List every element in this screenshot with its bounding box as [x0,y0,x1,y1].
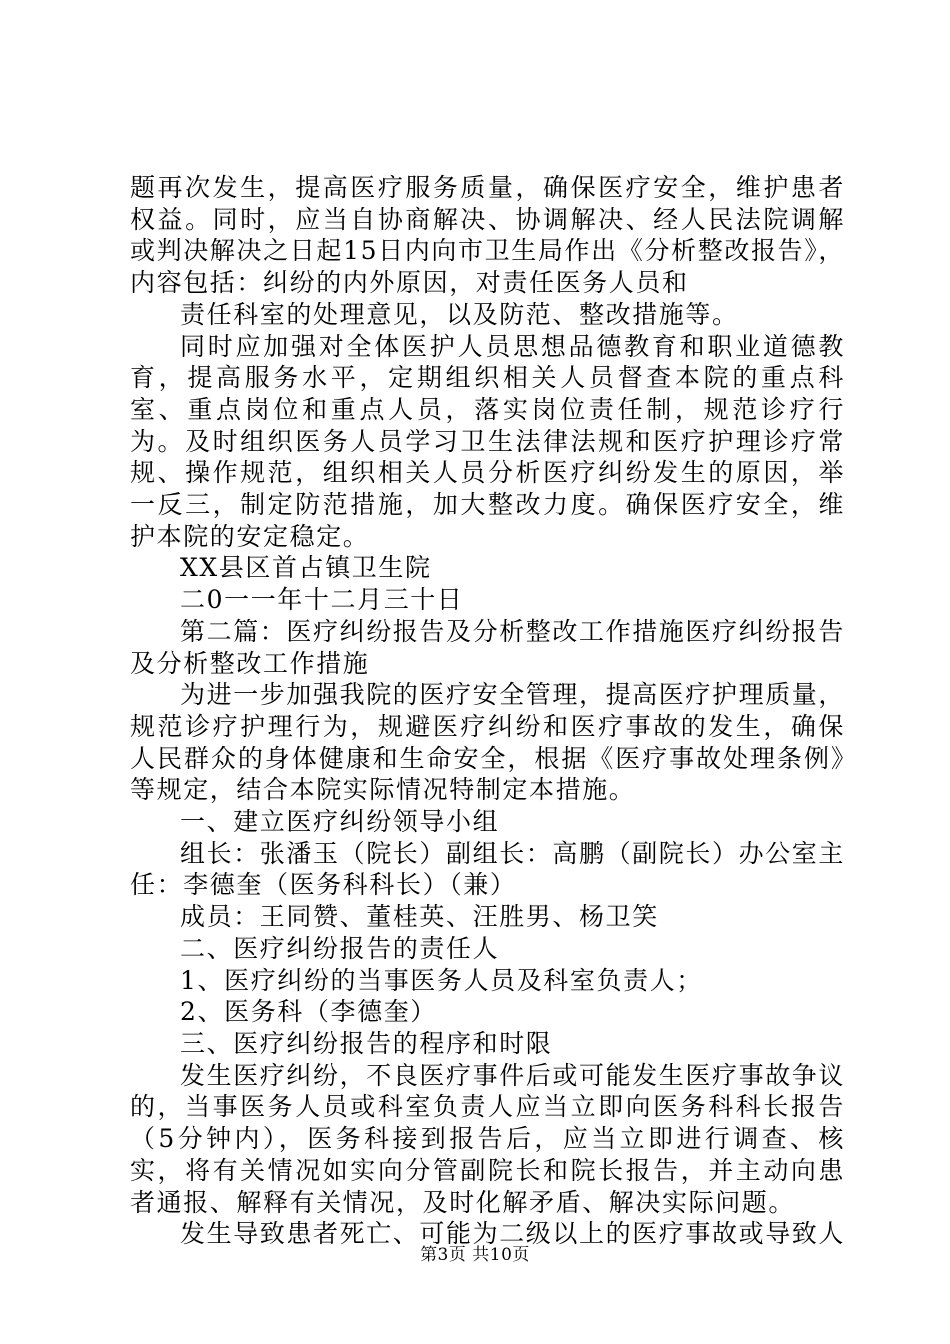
paragraph: 题再次发生，提高医疗服务质量，确保医疗安全，维护患者权益。同时，应当自协商解决、协调解决、经人民法院调解或判决解决之日起15日内向市卫生局作出《分析整改报告》，内容包括：纠纷的内外原因，对责任医务人员和 [130,173,845,298]
paragraph: 发生导致患者死亡、可能为二级以上的医疗事故或导致人 [180,1219,846,1249]
section-heading: 三、医疗纠纷报告的程序和时限 [180,1028,553,1058]
document-body [130,172,845,1250]
paragraph: 责任科室的处理意见，以及防范、整改措施等。 [180,299,739,329]
paragraph: 同时应加强对全体医护人员思想品德教育和职业道德教育，提高服务水平，定期组织相关人员督查本院的重点科室、重点岗位和重点人员，落实岗位责任制，规范诊疗行为。及时组织医务人员学习卫生法律法规和医疗护理诊疗常规、操作规范，组织相关人员分析医疗纠纷发生的原因，举一反三，制定防范措施，加大整改力度。确保医疗安全，维护本院的安定稳定。 [130,331,845,551]
page-number-footer: 第3页 共10页 [420,1245,530,1265]
signature-date: 二0一一年十二月三十日 [180,585,464,615]
paragraph: 成员：王同赞、董桂英、汪胜男、杨卫笑 [180,902,659,932]
signature-organization: XX县区首占镇卫生院 [180,553,432,583]
section-heading: 一、建立医疗纠纷领导小组 [180,807,500,837]
paragraph: 发生医疗纠纷，不良医疗事件后或可能发生医疗事故争议的，当事医务人员或科室负责人应当立即向医务科科长报告（5分钟内），医务科接到报告后，应当立即进行调查、核实，将有关情况如实向分管副院长和院长报告，并主动向患者通报、解释有关情况，及时化解矛盾、解决实际问题。 [130,1060,846,1217]
section-title: 第二篇：医疗纠纷报告及分析整改工作措施医疗纠纷报告及分析整改工作措施 [130,616,846,678]
section-heading: 二、医疗纠纷报告的责任人 [180,933,500,963]
list-item: 2、医务科（李德奎） [180,997,437,1027]
paragraph: 为进一步加强我院的医疗安全管理，提高医疗护理质量，规范诊疗护理行为，规避医疗纠纷和医疗事故的发生，确保人民群众的身体健康和生命安全，根据《医疗事故处理条例》等规定，结合本院实际情况特制定本措施。 [130,680,846,805]
paragraph: 组长：张潘玉（院长）副组长：高鹏（副院长）办公室主任：李德奎（医务科科长）（兼） [130,838,846,900]
list-item: 1、医疗纠纷的当事医务人员及科室负责人； [180,965,703,995]
